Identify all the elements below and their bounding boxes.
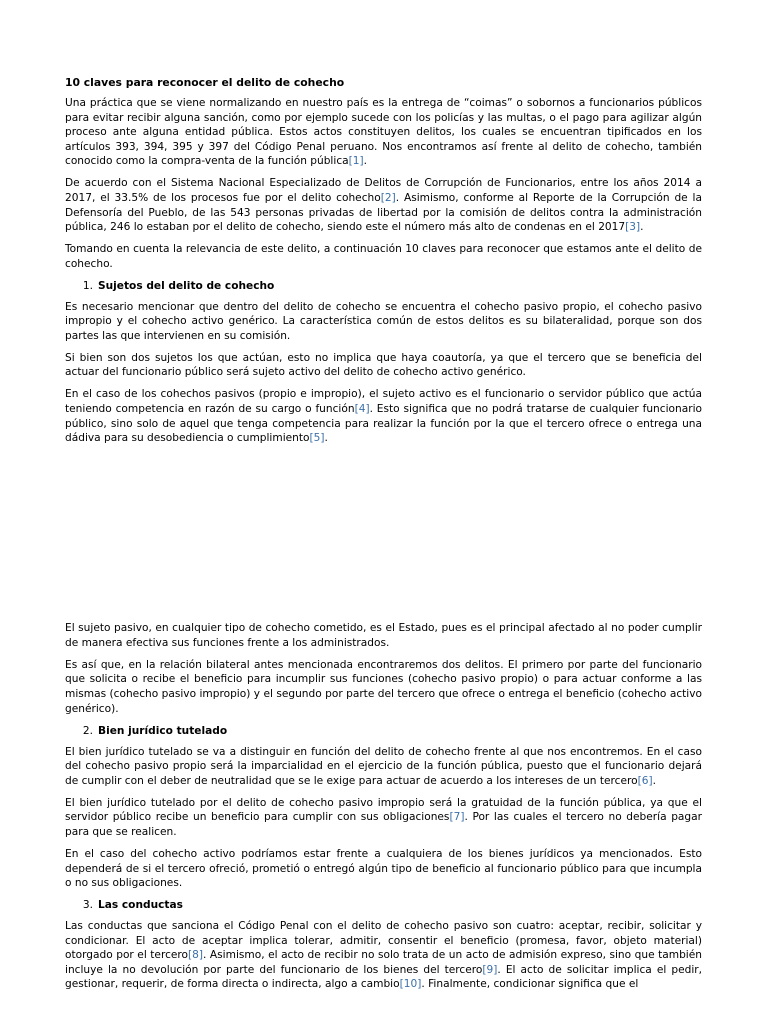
paragraph: [65, 351, 702, 380]
paragraph-text: . Finalmente, condicionar significa que el: [421, 978, 639, 991]
paragraph: [65, 796, 702, 840]
paragraph-text: De acuerdo con el Sistema Nacional Especializado de Delitos de Corrupción de Funcionarios, entre los años 2014 a 2017, el 33.5% de los procesos fue por el delito cohecho: [65, 177, 702, 204]
paragraph-text: . El acto de solicitar implica el pedir, gestionar, requerir, de forma directa o indirecta, algo a cambio: [65, 963, 702, 991]
paragraph-text: En el caso de los cohechos pasivos (propio e impropio), el sujeto activo es el funcionario o servidor público que actúa teniendo competencia en razón de su cargo o función: [65, 388, 702, 416]
footnote-link[interactable]: [4]: [354, 403, 370, 416]
section-3: [65, 898, 702, 992]
paragraph-text: . Asimismo, conforme al Reporte de la Corrupción de la Defensoría del Pueblo, de las 543 personas privadas de libertad por la comisión de delitos contra la administración pública, 246 lo estaban por el delito de cohecho, siendo este el número más alto de condenas en el 2017: [65, 191, 702, 234]
paragraph: [65, 242, 702, 271]
section-heading: [65, 279, 702, 293]
paragraph: [65, 919, 702, 992]
section-heading-text: Bien jurídico tutelado: [98, 724, 228, 737]
paragraph: [65, 300, 702, 344]
footnote-link[interactable]: [5]: [309, 432, 325, 445]
footnote-link[interactable]: [3]: [625, 221, 641, 234]
footnote-link[interactable]: [1]: [348, 155, 364, 168]
paragraph-text: El bien jurídico tutelado se va a distinguir en función del delito de cohecho frente al que nos encontremos. En el caso del cohecho pasivo propio será la imparcialidad en el ejercicio de la función pública, puesto que el funcionario dejará de cumplir con el deber de neutralidad que se le exige para actuar de acuerdo a los intereses de un tercero: [65, 745, 702, 787]
paragraph-text: .: [640, 221, 644, 234]
footnote-link[interactable]: [9]: [482, 963, 498, 976]
section-heading-text: Las conductas: [98, 899, 183, 912]
section-2: [65, 724, 702, 891]
intro-section: [65, 96, 702, 271]
paragraph-text: Es necesario mencionar que dentro del delito de cohecho se encuentra el cohecho pasivo propio, el cohecho pasivo impropio y el cohecho activo genérico. La característica común de estos delitos es su bilateralidad, porque son dos partes las que intervienen en su comisión.: [65, 300, 702, 342]
section-heading-text: Sujetos del delito de cohecho: [98, 279, 275, 292]
paragraph-text: . Asimismo, el acto de recibir no solo trata de un acto de admisión expreso, sino que también incluye la no devolución por parte del funcionario de los bienes del tercero: [65, 949, 702, 976]
blank-space: [65, 453, 702, 621]
paragraph: [65, 176, 702, 234]
paragraph-text: El bien jurídico tutelado por el delito de cohecho pasivo impropio será la gratuidad de la función pública, ya que el servidor público recibe un beneficio para cumplir con sus obligaciones: [65, 796, 702, 824]
paragraph-text: En el caso del cohecho activo podríamos estar frente a cualquiera de los bienes jurídicos ya mencionados. Esto dependerá de si el tercero ofreció, prometió o entregó algún tipo de beneficio al funcionario público para que incumpla o no sus obligaciones.: [65, 847, 702, 890]
paragraph-text: .: [652, 774, 657, 787]
paragraph: [65, 847, 702, 891]
footnote-link[interactable]: [10]: [399, 978, 422, 991]
paragraph-text: Las conductas que sanciona el Código Penal con el delito de cohecho pasivo son cuatro: aceptar, recibir, solicitar y condicionar. El acto de aceptar implica tolerar, admitir, consentir el beneficio (promesa, favor, objeto material) otorgado por el tercero: [65, 920, 702, 962]
footnote-link[interactable]: [7]: [449, 811, 465, 824]
paragraph-text: . Por las cuales el tercero no debería pagar para que se realicen.: [65, 811, 702, 838]
paragraph-text: .: [363, 155, 368, 168]
section-number: 2.: [82, 724, 93, 737]
document-title: 10 claves para reconocer el delito de cohecho: [65, 76, 345, 89]
paragraph: [65, 658, 702, 716]
section-heading: [65, 898, 702, 912]
paragraph-text: El sujeto pasivo, en cualquier tipo de cohecho cometido, es el Estado, pues es el principal afectado al no poder cumplir de manera efectiva sus funciones frente a los administrados.: [65, 622, 702, 649]
paragraph-text: . Esto significa que no podrá tratarse de cualquier funcionario público, sino solo de aquel que tenga competencia para realizar la función por la que el tercero ofrece o entrega una dádiva para su desobediencia o cumplimiento: [65, 403, 702, 445]
document-page: [65, 76, 702, 999]
footnote-link[interactable]: [8]: [188, 949, 204, 962]
section-heading: [65, 724, 702, 738]
paragraph-text: Si bien son dos sujetos los que actúan, esto no implica que haya coautoría, ya que el tercero que se beneficia del actuar del funcionario público será sujeto activo del delito de cohecho activo genérico.: [65, 351, 702, 379]
paragraph: [65, 387, 702, 445]
section-number: 1.: [82, 279, 93, 292]
paragraph: [65, 96, 702, 169]
paragraph-text: Es así que, en la relación bilateral antes mencionada encontraremos dos delitos. El primero por parte del funcionario que solicita o recibe el beneficio para incumplir sus funciones (cohecho pasivo propio) o para actuar conforme a las mismas (cohecho pasivo impropio) y el segundo por parte del tercero que ofrece o entrega el beneficio (cohecho activo genérico).: [65, 658, 702, 715]
footnote-link[interactable]: [6]: [637, 774, 653, 787]
section-number: 3.: [82, 899, 93, 912]
paragraph: [65, 621, 702, 650]
paragraph: [65, 745, 702, 789]
section-1: [65, 279, 702, 716]
footnote-link[interactable]: [2]: [380, 191, 396, 204]
paragraph-text: Una práctica que se viene normalizando en nuestro país es la entrega de “coimas” o sobornos a funcionarios públicos para evitar recibir alguna sanción, como por ejemplo sucede con los policías y las multas, o el pago para agilizar algún proceso ante alguna entidad pública. Estos actos constituyen delitos, los cuales se encuentran tipificados en los artículos 393, 394, 395 y 397 del Código Penal peruano. Nos encontramos así frente al delito de cohecho, también conocido como la compra-venta de la función pública: [65, 97, 702, 168]
paragraph-text: Tomando en cuenta la relevancia de este delito, a continuación 10 claves para reconocer que estamos ante el delito de cohecho.: [65, 243, 702, 270]
paragraph-text: .: [324, 432, 328, 445]
